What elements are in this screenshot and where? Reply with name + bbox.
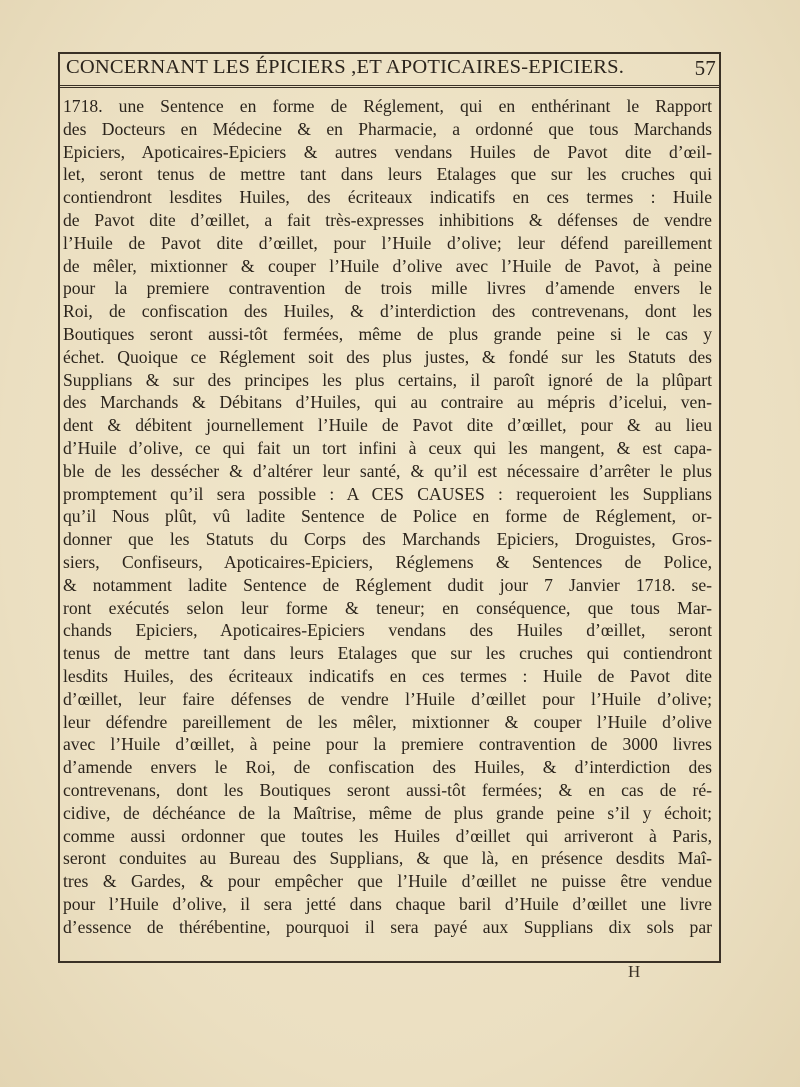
text-line: let, seront tenus de mettre tant dans leurs Etalages que sur les cruches qui	[63, 164, 712, 185]
text-line: promptement qu’il sera possible : A CES CAUSES : requeroient les Supplians	[63, 483, 712, 504]
text-line: Roi, de confiscation des Huiles, & d’interdiction des contrevenans, dont les	[63, 301, 712, 322]
text-line: Epiciers, Apoticaires-Epiciers & autres vendans Huiles de Pavot dite d’œil-	[63, 141, 712, 162]
text-line: d’amende envers le Roi, de confiscation des Huiles, & d’interdiction des	[63, 757, 712, 778]
text-line: ble de les dessécher & d’altérer leur santé, & qu’il est nécessaire d’arrêter le plus	[63, 460, 712, 481]
text-line: donner que les Statuts du Corps des Marchands Epiciers, Droguistes, Gros-	[63, 529, 712, 550]
page-number: 57	[694, 56, 716, 80]
text-line: avec l’Huile d’œillet, à peine pour la premiere contravention de 3000 livres	[63, 734, 712, 755]
text-line: pour l’Huile d’olive, il sera jetté dans chaque baril d’Huile d’œillet une livre	[63, 893, 712, 914]
text-line: Boutiques seront aussi-tôt fermées, même de plus grande peine si le cas y	[63, 323, 712, 344]
text-line: d’œillet, leur faire défenses de vendre l’Huile d’œillet pour l’Huile d’olive;	[63, 688, 712, 709]
frame-top-rule	[58, 52, 721, 54]
catchword: H	[628, 962, 641, 981]
text-line: de mêler, mixtionner & couper l’Huile d’olive avec l’Huile de Pavot, à peine	[63, 255, 712, 276]
frame-right-rule	[719, 52, 721, 962]
text-line: Supplians & sur des principes les plus certains, il paroît ignoré de la plûpart	[63, 369, 712, 390]
text-line: tenus de mettre tant dans leurs Etalages que sur les cruches qui contiendront	[63, 643, 712, 664]
text-line: de Pavot dite d’œillet, a fait très-expresses inhibitions & défenses de vendre	[63, 209, 712, 230]
text-line: 1718. une Sentence en forme de Réglement, qui en enthérinant le Rapport	[63, 96, 712, 116]
text-line: chands Epiciers, Apoticaires-Epiciers vendans des Huiles d’œillet, seront	[63, 620, 712, 641]
text-line: ront exécutés selon leur forme & teneur; en conséquence, que tous Mar-	[63, 597, 712, 618]
text-line: leur défendre pareillement de les mêler, mixtionner & couper l’Huile d’olive	[63, 711, 712, 732]
text-line: l’Huile de Pavot dite d’œillet, pour l’Huile d’olive; leur défend pareillement	[63, 232, 712, 253]
text-line: tres & Gardes, & pour empêcher que l’Huile d’œillet ne puisse être vendue	[63, 871, 712, 892]
text-line: cidive, de déchéance de la Maîtrise, même de plus grande peine s’il y échoit;	[63, 802, 712, 823]
running-head-title: CONCERNANT LES ÉPICIERS ,ET APOTICAIRES-EPICIERS.	[66, 56, 625, 78]
body-text	[63, 95, 712, 938]
frame-left-rule	[58, 52, 60, 962]
text-line: & notamment ladite Sentence de Réglement dudit jour 7 Janvier 1718. se-	[63, 574, 712, 595]
text-line: pour la premiere contravention de trois mille livres d’amende envers le	[63, 278, 712, 299]
text-line: contiendront lesdites Huiles, des écriteaux indicatifs en ces termes : Huile	[63, 187, 712, 208]
text-line: qu’il Nous plût, vû ladite Sentence de Police en forme de Réglement, or-	[63, 506, 712, 527]
bottom-rule	[58, 961, 721, 963]
text-line: d’essence de thérébentine, pourquoi il sera payé aux Supplians dix sols par	[63, 916, 712, 937]
text-line: siers, Confiseurs, Apoticaires-Epiciers, Réglemens & Sentences de Police,	[63, 551, 712, 572]
text-line: des Docteurs en Médecine & en Pharmacie, a ordonné que tous Marchands	[63, 118, 712, 139]
text-line: lesdits Huiles, des écriteaux indicatifs en ces termes : Huile de Pavot dite	[63, 665, 712, 686]
text-line: échet. Quoique ce Réglement soit des plus justes, & fondé sur les Statuts des	[63, 346, 712, 367]
header-rule	[58, 85, 721, 88]
text-line: dent & débitent journellement l’Huile de Pavot dite d’œillet, pour & au lieu	[63, 415, 712, 436]
text-line: des Marchands & Débitans d’Huiles, qui au contraire au mépris d’icelui, ven-	[63, 392, 712, 413]
text-line: d’Huile d’olive, ce qui fait un tort infini à ceux qui les mangent, & est capa-	[63, 437, 712, 458]
text-line: contrevenans, dont les Boutiques seront aussi-tôt fermées; & en cas de ré-	[63, 779, 712, 800]
text-line: seront conduites au Bureau des Supplians, & que là, en présence desdits Maî-	[63, 848, 712, 869]
text-line: comme aussi ordonner que toutes les Huiles d’œillet qui arriveront à Paris,	[63, 825, 712, 846]
